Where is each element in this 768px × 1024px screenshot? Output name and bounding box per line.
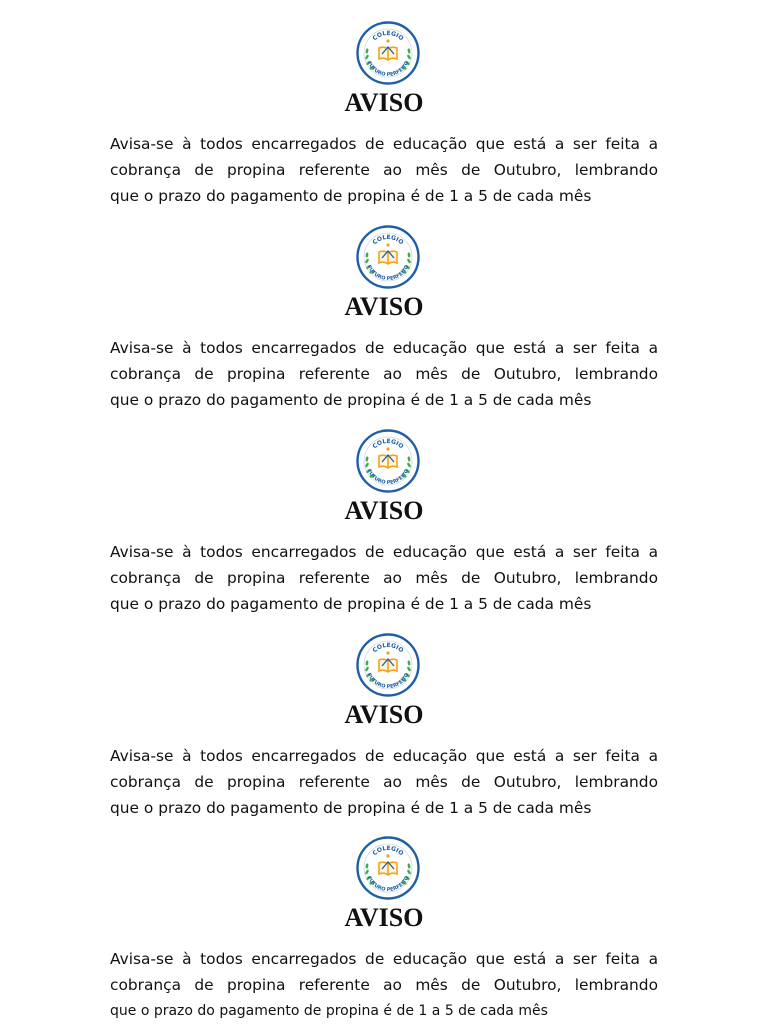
notice-body-line3: que o prazo do pagamento de propina é de 1 a 5 de cada mês — [110, 1003, 548, 1019]
logo-top-text: COLEGIO — [371, 844, 405, 858]
notice-body-line2: cobrança de propina referente ao mês de Outubro, lembrando — [110, 161, 658, 179]
logo-top-text: COLEGIO — [371, 641, 405, 655]
logo-bottom-text: FUTURO PERFEITO — [365, 875, 411, 894]
notice-body-line2: cobrança de propina referente ao mês de Outubro, lembrando — [110, 773, 658, 791]
school-logo-icon — [356, 225, 420, 289]
notice-body-line3: que o prazo do pagamento de propina é de 1 a 5 de cada mês — [110, 391, 592, 409]
notice-body-line1: Avisa-se à todos encarregados de educação que está a ser feita a — [110, 135, 658, 153]
notice-body-line1: Avisa-se à todos encarregados de educação que está a ser feita a — [110, 950, 658, 968]
logo-top-text: COLEGIO — [371, 29, 405, 43]
notice-block — [0, 204, 768, 408]
logo-top-text: COLEGIO — [371, 233, 405, 247]
notice-body — [110, 131, 658, 209]
notice-body-line3: que o prazo do pagamento de propina é de 1 a 5 de cada mês — [110, 187, 592, 205]
school-logo-icon — [356, 633, 420, 697]
notice-body — [110, 743, 658, 821]
notice-body-line1: Avisa-se à todos encarregados de educação que está a ser feita a — [110, 747, 658, 765]
logo-bottom-text: FUTURO PERFEITO — [365, 264, 411, 283]
notice-title: AVISO — [344, 292, 424, 321]
school-logo-icon — [356, 429, 420, 493]
notice-block — [0, 612, 768, 816]
notice-body — [110, 946, 658, 1024]
notice-title: AVISO — [344, 700, 424, 729]
notice-block — [0, 408, 768, 612]
logo-bottom-text: FUTURO PERFEITO — [365, 60, 411, 79]
notice-title: AVISO — [344, 88, 424, 117]
notice-body-line3: que o prazo do pagamento de propina é de 1 a 5 de cada mês — [110, 799, 592, 817]
notice-title: AVISO — [344, 496, 424, 525]
notice-body-line3: que o prazo do pagamento de propina é de 1 a 5 de cada mês — [110, 595, 592, 613]
notice-body-line2: cobrança de propina referente ao mês de Outubro, lembrando — [110, 569, 658, 587]
notice-body-line1: Avisa-se à todos encarregados de educação que está a ser feita a — [110, 543, 658, 561]
logo-bottom-text: FUTURO PERFEITO — [365, 672, 411, 691]
logo-top-text: COLEGIO — [371, 437, 405, 451]
notice-body — [110, 335, 658, 413]
notice-body-line2: cobrança de propina referente ao mês de Outubro, lembrando — [110, 976, 658, 994]
notice-block — [0, 0, 768, 204]
school-logo-icon — [356, 21, 420, 85]
school-logo-icon — [356, 836, 420, 900]
notice-body-line2: cobrança de propina referente ao mês de Outubro, lembrando — [110, 365, 658, 383]
notice-block — [0, 815, 768, 1019]
logo-bottom-text: FUTURO PERFEITO — [365, 468, 411, 487]
notice-body-line1: Avisa-se à todos encarregados de educação que está a ser feita a — [110, 339, 658, 357]
notice-title: AVISO — [344, 903, 424, 932]
notice-body — [110, 539, 658, 617]
